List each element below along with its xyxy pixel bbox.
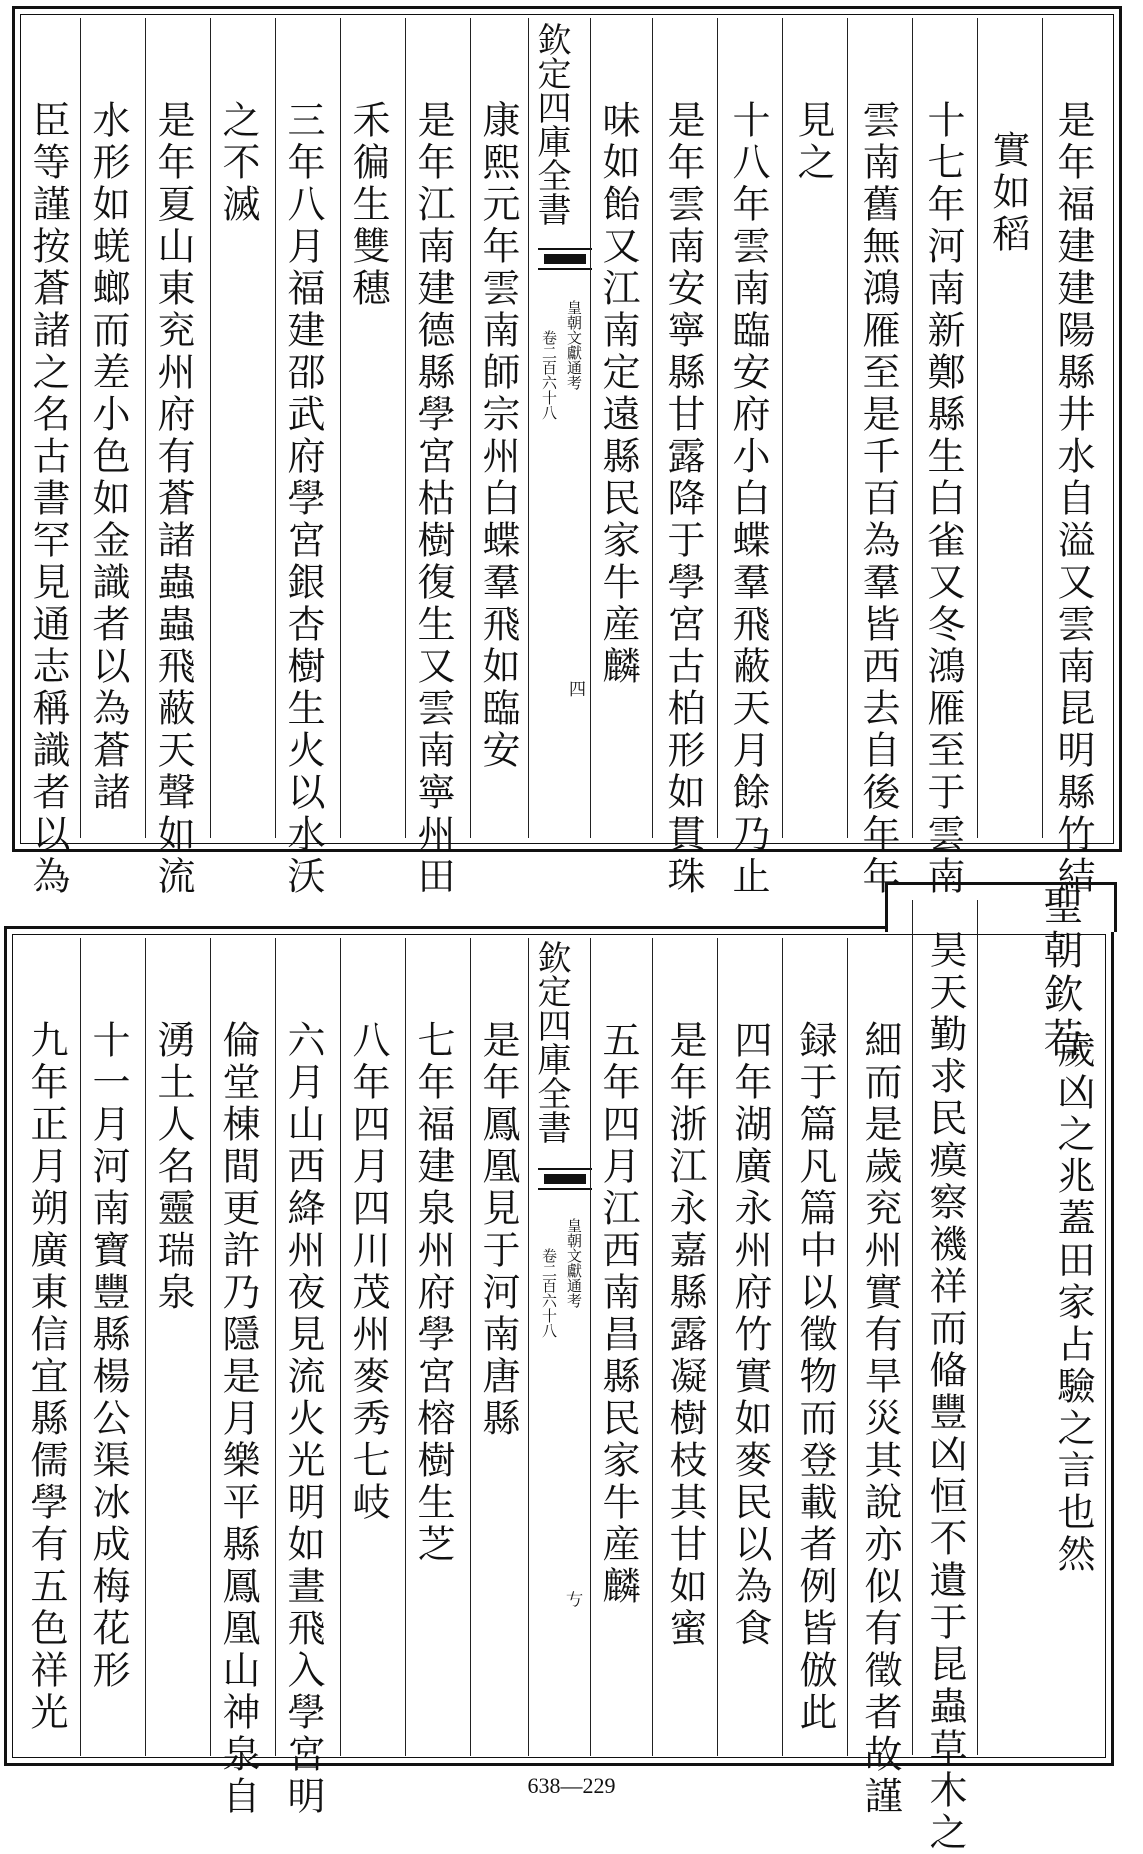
column-rule xyxy=(80,938,81,1756)
column-rule xyxy=(210,938,211,1756)
text-column: 十一月河南寶豐縣楊公渠冰成梅花形 xyxy=(86,1020,130,1692)
text-column: 九年正月朔廣東信宜縣儒學有五色祥光 xyxy=(24,1020,68,1734)
text-column: 八年四月四川茂州麥秀七岐 xyxy=(346,1020,390,1524)
text-column: 禾徧生雙穗 xyxy=(346,100,390,310)
raised-heading: 聖朝欽若 xyxy=(1037,885,1083,1061)
book-subtitle: 皇朝文獻通考 xyxy=(565,1218,583,1308)
text-column: 昊天勤求民瘼察禨祥而偹豐凶恒不遺于昆蟲草木之 xyxy=(923,930,967,1854)
text-column: 見之 xyxy=(791,100,835,184)
column-rule xyxy=(847,18,848,838)
text-column: 録于篇凡篇中以徵物而登載者例皆倣此 xyxy=(793,1020,837,1734)
text-column: 康熙元年雲南師宗州白蝶羣飛如臨安 xyxy=(476,100,520,772)
column-rule xyxy=(590,18,591,838)
text-column: 實如稻 xyxy=(986,130,1030,256)
column-rule xyxy=(977,900,978,1755)
text-column: 七年福建泉州府學宮榕樹生芝 xyxy=(411,1020,455,1566)
column-rule xyxy=(652,938,653,1756)
text-column: 是年福建建陽縣井水自溢又雲南昆明縣竹結 xyxy=(1051,100,1095,898)
column-rule xyxy=(275,18,276,838)
column-rule xyxy=(717,18,718,838)
column-rule xyxy=(405,18,406,838)
book-title: 欽定四庫全書 xyxy=(531,940,571,1144)
volume-label: 卷二百六十八 xyxy=(540,1248,558,1338)
book-subtitle: 皇朝文獻通考 xyxy=(565,300,583,390)
fish-tail-mark xyxy=(538,1168,592,1190)
text-column: 是年雲南安寧縣甘露降于學宮古柏形如貫珠 xyxy=(661,100,705,898)
column-rule xyxy=(590,938,591,1756)
column-rule xyxy=(145,938,146,1756)
text-column: 雲南舊無鴻雁至是千百為羣皆西去自後年年 xyxy=(856,100,900,898)
text-column: 水形如蜣螂而差小色如金識者以為蒼諸 xyxy=(86,100,130,814)
column-rule xyxy=(405,938,406,1756)
column-rule xyxy=(782,938,783,1756)
text-column: 之不滅 xyxy=(216,100,260,226)
text-column: 細而是歲兖州實有旱災其說亦似有徵者故謹 xyxy=(858,1020,902,1818)
column-rule xyxy=(782,18,783,838)
text-column: 是年鳳凰見于河南唐縣 xyxy=(476,1020,520,1440)
column-rule xyxy=(717,938,718,1756)
text-column: 四年湖廣永州府竹實如麥民以為食 xyxy=(728,1020,772,1650)
column-rule xyxy=(470,18,471,838)
column-rule xyxy=(275,938,276,1756)
column-rule xyxy=(528,938,529,1756)
text-column: 六月山西絳州夜見流火光明如晝飛入學宮明 xyxy=(281,1020,325,1818)
column-rule xyxy=(912,18,913,838)
text-column: 臣等謹按蒼諸之名古書罕見通志稱識者以為 xyxy=(26,100,70,898)
column-rule xyxy=(912,900,913,1755)
page-number: 638—229 xyxy=(527,1773,616,1798)
text-column: 十七年河南新鄭縣生白雀又冬鴻雁至于雲南 xyxy=(921,100,965,898)
column-rule xyxy=(652,18,653,838)
column-rule xyxy=(210,18,211,838)
text-column: 十八年雲南臨安府小白蝶羣飛蔽天月餘乃止 xyxy=(726,100,770,898)
leaf-number: 𠀁 xyxy=(563,1590,583,1607)
text-column: 湧土人名靈瑞泉 xyxy=(151,1020,195,1314)
column-rule xyxy=(528,18,529,838)
leaf-number: 四 xyxy=(565,680,585,697)
text-column: 是年夏山東兖州府有蒼諸蟲蟲飛蔽天聲如流 xyxy=(151,100,195,898)
text-column: 五年四月江西南昌縣民家牛産麟 xyxy=(596,1020,640,1608)
column-rule xyxy=(340,18,341,838)
column-rule xyxy=(470,938,471,1756)
column-rule xyxy=(1042,18,1043,838)
column-rule xyxy=(80,18,81,838)
column-rule xyxy=(977,18,978,838)
text-column: 倫堂棟間更許乃隱是月樂平縣鳳凰山神泉自 xyxy=(216,1020,260,1818)
text-column: 味如飴又江南定遠縣民家牛産麟 xyxy=(596,100,640,688)
text-column: 是年浙江永嘉縣露凝樹枝其甘如蜜 xyxy=(663,1020,707,1650)
text-column: 三年八月福建邵武府學宮銀杏樹生火以水沃 xyxy=(281,100,325,898)
column-rule xyxy=(847,938,848,1756)
book-title: 欽定四庫全書 xyxy=(531,22,571,226)
column-rule xyxy=(340,938,341,1756)
text-column: 歲凶之兆蓋田家占驗之言也然 xyxy=(1051,1030,1095,1576)
volume-label: 卷二百六十八 xyxy=(540,330,558,420)
text-column: 是年江南建德縣學宮枯樹復生又雲南寧州田 xyxy=(411,100,455,898)
column-rule xyxy=(145,18,146,838)
fish-tail-mark xyxy=(538,248,592,270)
